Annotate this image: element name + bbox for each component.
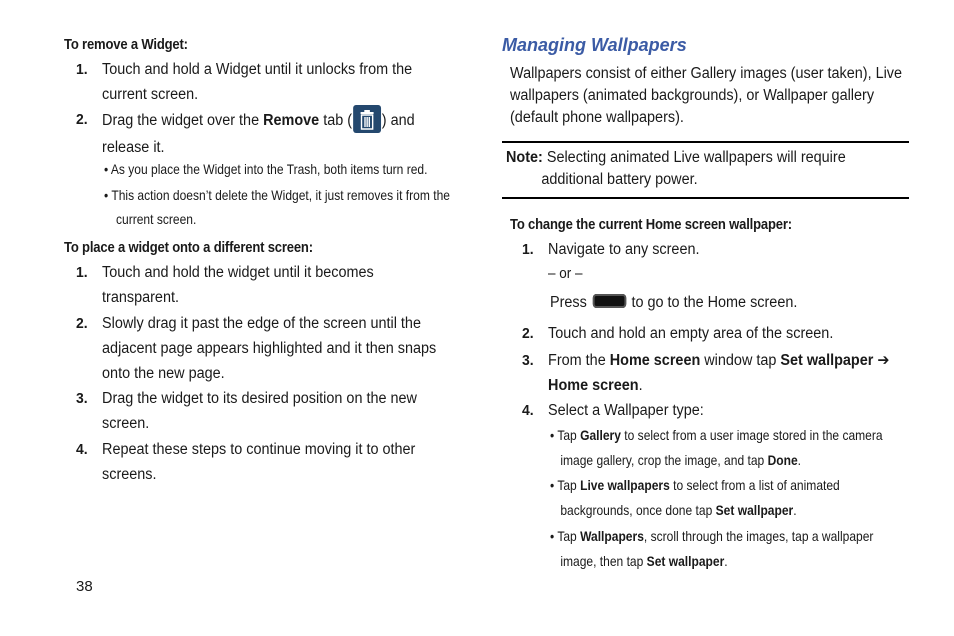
set-wallpaper-label: Set wallpaper bbox=[646, 553, 725, 569]
step-number: 1. bbox=[76, 264, 88, 281]
bullet-live-wallpapers bbox=[550, 473, 840, 523]
step-text: Navigate to any screen. bbox=[548, 241, 700, 258]
home-screen-label: Home screen bbox=[609, 352, 701, 369]
set-wallpaper-label: Set wallpaper bbox=[715, 502, 794, 518]
page-number: 38 bbox=[76, 578, 93, 595]
step-number: 1. bbox=[76, 61, 88, 78]
intro-paragraph bbox=[510, 63, 902, 129]
step-text: Touch and hold an empty area of the screen. bbox=[548, 325, 834, 342]
bullet-line2: image gallery, crop the image, and tap bbox=[560, 452, 768, 468]
step-number: 2. bbox=[76, 111, 88, 128]
note-bottom-rule bbox=[502, 197, 909, 199]
step-text-mid: tab ( bbox=[319, 112, 353, 130]
remove-step-1 bbox=[76, 57, 439, 107]
change-wallpaper-heading: To change the current Home screen wallpaper: bbox=[510, 217, 792, 233]
step-text-post: ) and bbox=[381, 112, 415, 130]
press-home-line bbox=[550, 290, 797, 315]
bullet-rest: , scroll through the images, tap a wallpaper bbox=[643, 528, 874, 544]
wallpaper-step-1 bbox=[522, 237, 699, 287]
step-text: screens. bbox=[102, 466, 157, 483]
step-text: Slowly drag it past the edge of the screen until the bbox=[102, 315, 421, 332]
step-text bbox=[548, 348, 889, 373]
bullet-gallery bbox=[550, 423, 883, 473]
step-text-mid: window tap bbox=[700, 352, 781, 369]
note-label: Note: bbox=[506, 149, 543, 166]
done-label: Done bbox=[767, 452, 798, 468]
step-text: Repeat these steps to continue moving it to other bbox=[102, 441, 416, 458]
note-text-cont: additional battery power. bbox=[541, 171, 698, 188]
press-post-text: to go to the Home screen. bbox=[631, 294, 798, 311]
place-step-2 bbox=[76, 311, 439, 386]
intro-line: (default phone wallpapers). bbox=[510, 109, 684, 126]
step-text: current screen. bbox=[102, 86, 199, 103]
step-number: 3. bbox=[522, 352, 534, 369]
gallery-label: Gallery bbox=[580, 427, 621, 443]
bullet-pre: • Tap bbox=[550, 528, 581, 544]
step-number: 3. bbox=[76, 390, 88, 407]
bullet-pre: • Tap bbox=[550, 477, 581, 493]
remove-widget-heading: To remove a Widget: bbox=[64, 37, 188, 53]
step-number: 4. bbox=[76, 441, 88, 458]
intro-line: Wallpapers consist of either Gallery images (user taken), Live bbox=[510, 65, 903, 82]
trash-icon bbox=[353, 105, 381, 133]
remove-label: Remove bbox=[263, 112, 320, 130]
step-text: transparent. bbox=[102, 289, 179, 306]
step-number: 2. bbox=[76, 315, 88, 332]
bullet-pre: • Tap bbox=[550, 427, 581, 443]
bullet-line2: image, then tap bbox=[560, 553, 647, 569]
note-top-rule bbox=[502, 141, 909, 143]
intro-line: wallpapers (animated backgrounds), or Wallpaper gallery bbox=[510, 87, 875, 104]
step-text bbox=[102, 107, 439, 135]
place-step-4 bbox=[76, 437, 439, 487]
bullet-rest: to select from a list of animated bbox=[669, 477, 840, 493]
live-wallpapers-label: Live wallpapers bbox=[580, 477, 670, 493]
wallpaper-step-2 bbox=[522, 321, 833, 346]
bullet-wallpapers bbox=[550, 524, 873, 574]
step-number: 4. bbox=[522, 402, 534, 419]
home-key-icon bbox=[592, 294, 625, 308]
bullet-line2: backgrounds, once done tap bbox=[560, 502, 716, 518]
step-number: 2. bbox=[522, 325, 534, 342]
step-text: onto the new page. bbox=[102, 365, 225, 382]
step-text: Drag the widget to its desired position on the new bbox=[102, 390, 417, 407]
step-text: Touch and hold a Widget until it unlocks from the bbox=[102, 61, 413, 78]
bullet-end: . bbox=[793, 502, 797, 518]
bullet-not-delete-cont: current screen. bbox=[116, 211, 197, 227]
or-separator: – or – bbox=[548, 266, 583, 282]
step-text-pre: Drag the widget over the bbox=[102, 112, 264, 130]
bullet-not-delete: • This action doesn’t delete the Widget, it just removes it from the bbox=[104, 187, 450, 203]
step-text bbox=[548, 373, 889, 398]
home-screen-target-label: Home screen bbox=[548, 377, 639, 394]
step-text: screen. bbox=[102, 415, 150, 432]
note-text: Selecting animated Live wallpapers will require bbox=[542, 149, 846, 166]
remove-step-2 bbox=[76, 107, 439, 160]
step-text-pre: From the bbox=[548, 352, 610, 369]
section-title: Managing Wallpapers bbox=[502, 35, 687, 55]
step-text: adjacent page appears highlighted and it then snaps bbox=[102, 340, 437, 357]
place-widget-heading: To place a widget onto a different screen: bbox=[64, 240, 313, 256]
bullet-rest: to select from a user image stored in the camera bbox=[620, 427, 883, 443]
step-text: release it. bbox=[102, 139, 165, 156]
press-text: Press bbox=[550, 294, 587, 311]
step-text: Touch and hold the widget until it becomes bbox=[102, 264, 374, 281]
wallpaper-step-3 bbox=[522, 348, 889, 398]
set-wallpaper-label: Set wallpaper ➔ bbox=[780, 352, 890, 369]
step-text: Select a Wallpaper type: bbox=[548, 402, 704, 419]
wallpapers-label: Wallpapers bbox=[580, 528, 644, 544]
place-step-1 bbox=[76, 260, 439, 310]
bullet-end: . bbox=[724, 553, 728, 569]
bullet-trash-red: • As you place the Widget into the Trash, both items turn red. bbox=[104, 161, 428, 177]
wallpaper-step-4 bbox=[522, 398, 704, 423]
place-step-3 bbox=[76, 386, 439, 436]
step-number: 1. bbox=[522, 241, 534, 258]
step-text-end: . bbox=[638, 377, 643, 394]
bullet-end: . bbox=[797, 452, 802, 468]
note-box bbox=[506, 147, 846, 191]
